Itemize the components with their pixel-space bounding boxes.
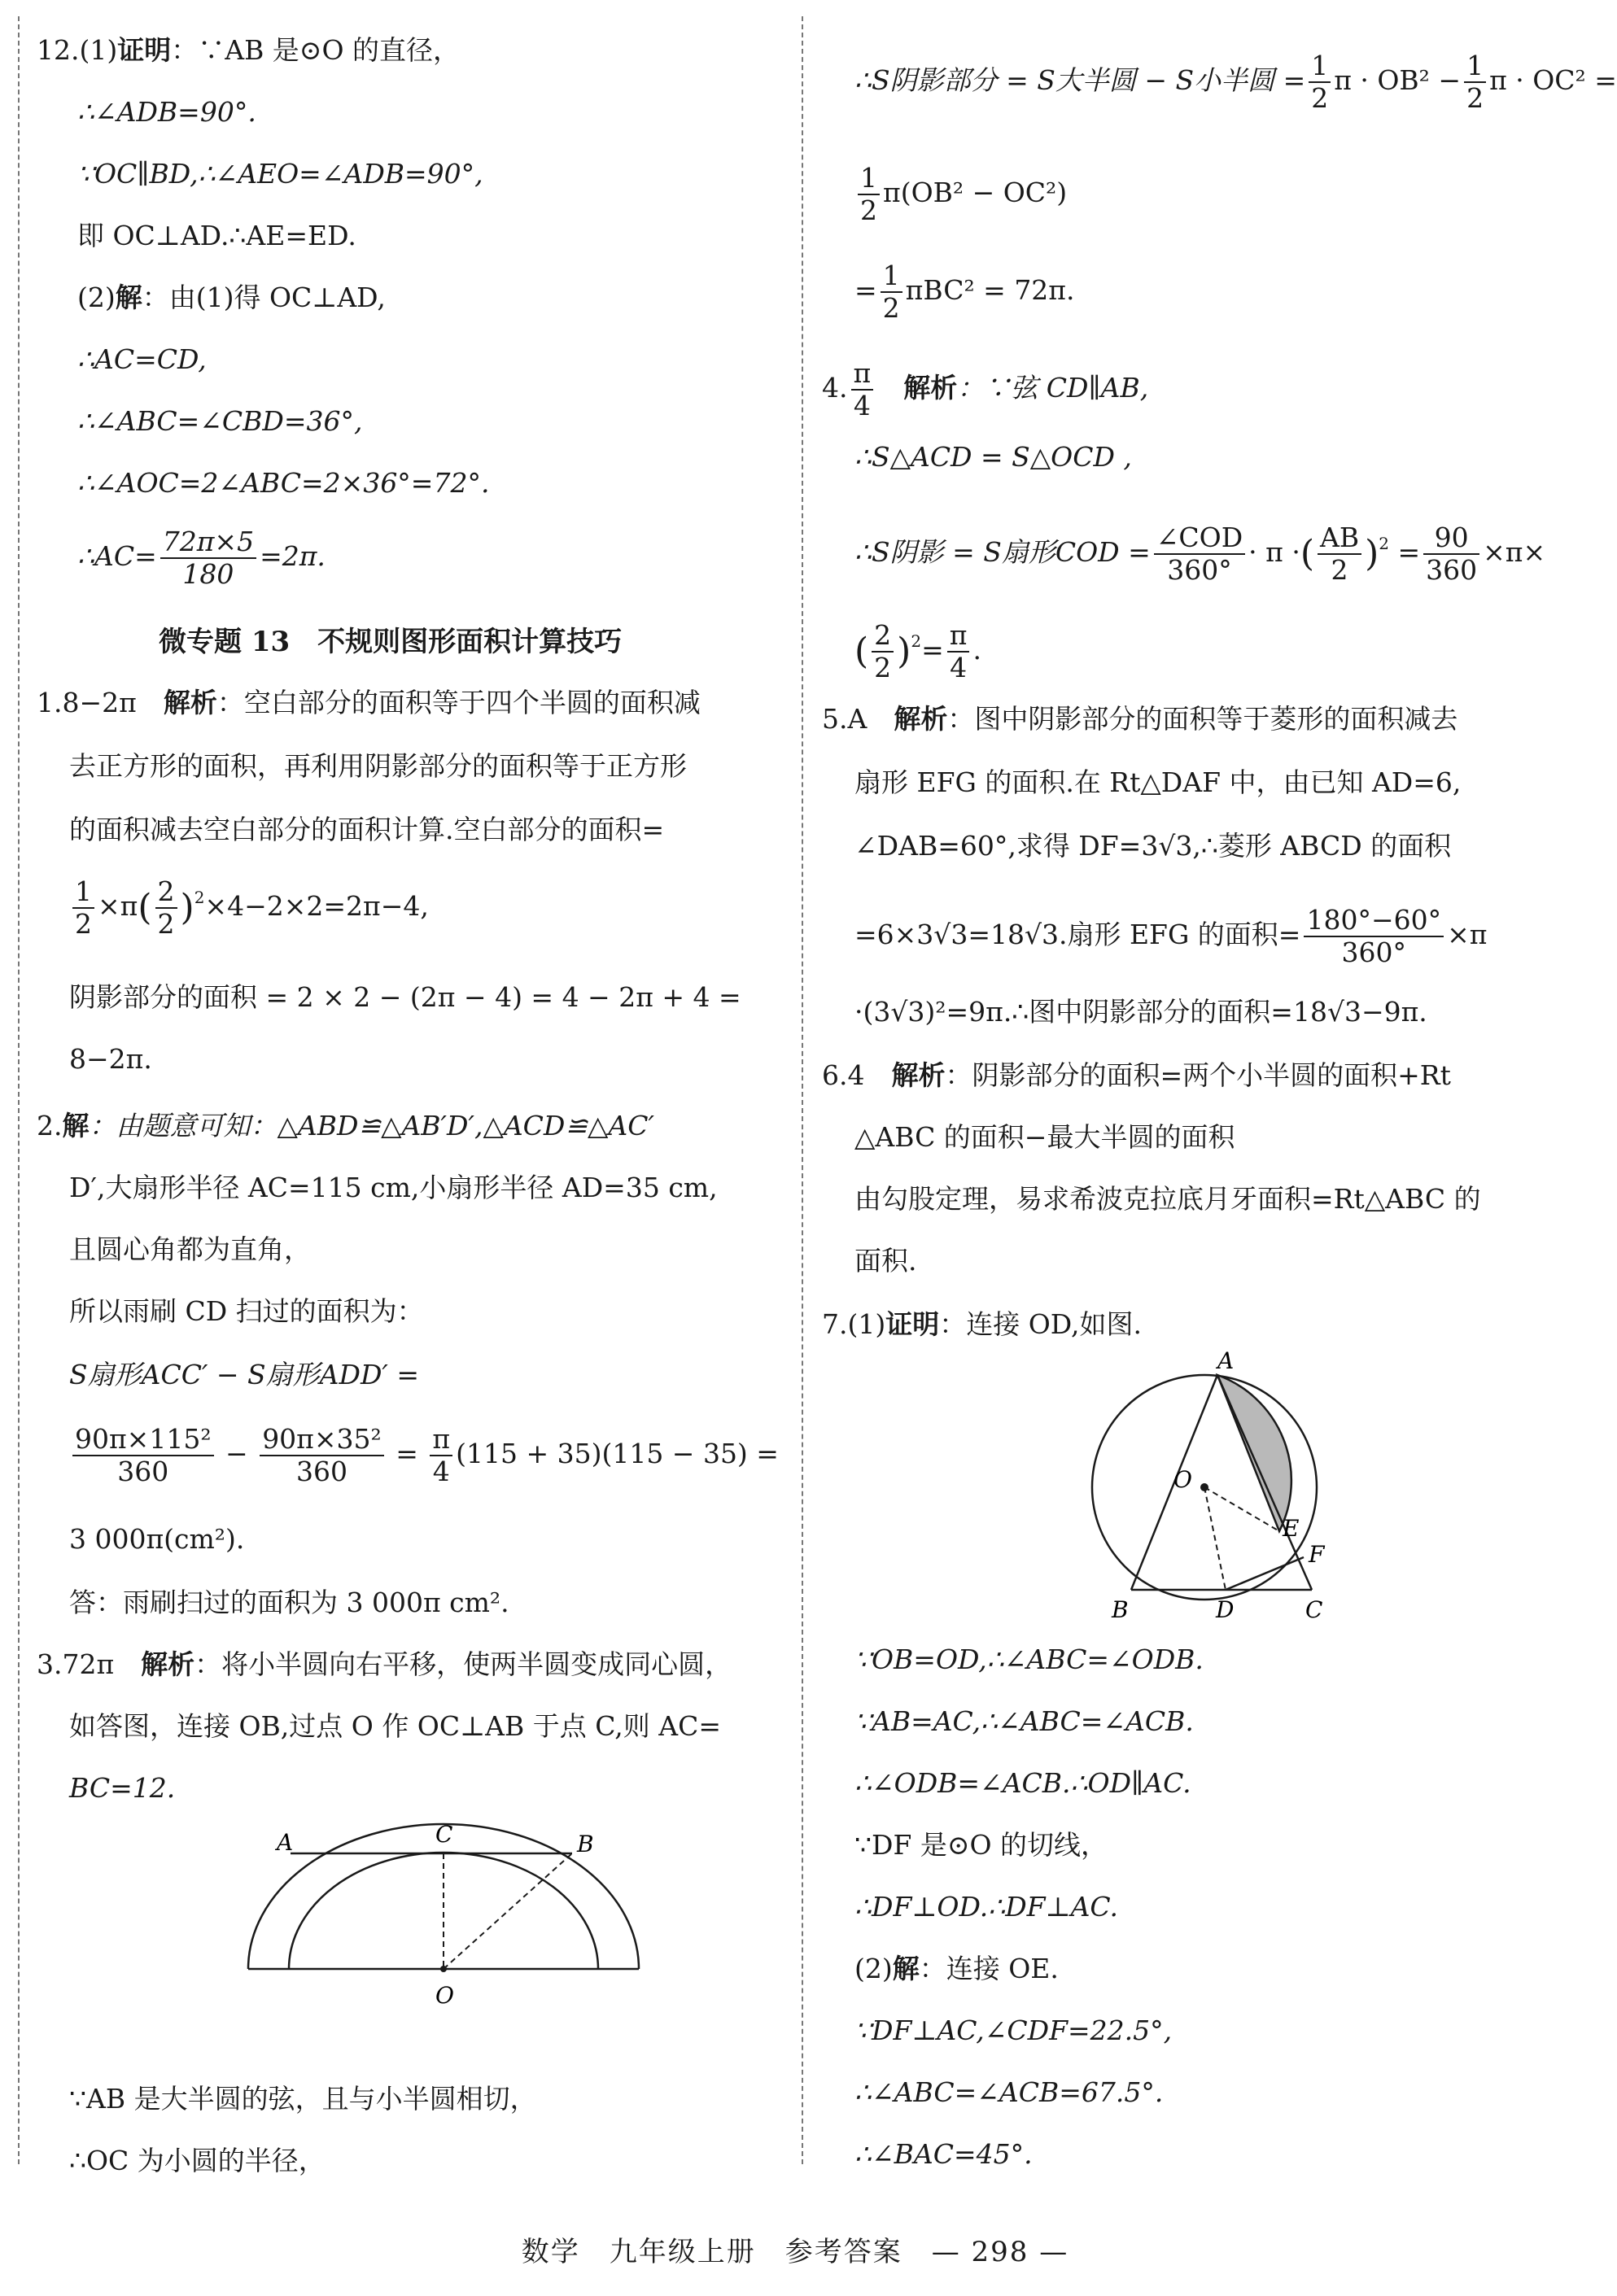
fraction	[430, 1424, 452, 1487]
label-f: F	[1309, 1541, 1325, 1568]
q2-line2: D′,大扇形半径 AC=115 cm,小扇形半径 AD=35 cm,	[69, 1172, 718, 1203]
analysis-word: 解析	[894, 703, 948, 735]
term: π(OB² − OC²)	[883, 177, 1068, 208]
numerator: 90π×35²	[260, 1424, 384, 1456]
fraction	[160, 526, 256, 590]
solve-word: 解	[62, 1110, 90, 1141]
solve-word: 解	[892, 1953, 920, 1984]
segment-od	[1204, 1487, 1226, 1590]
q5-label: 5.A	[822, 703, 867, 735]
solve-word: 解	[115, 282, 142, 313]
q2-line4: 所以雨刷 CD 扫过的面积为：	[69, 1295, 424, 1327]
numerator: ∠COD	[1154, 522, 1245, 555]
shaded-area-eq: ∴S阴影部分 = S大半圆 − S小半圆 =	[854, 64, 1306, 96]
segment-df	[1226, 1557, 1304, 1590]
numerator: 2	[155, 876, 177, 909]
q12-text: ：由(1)得 OC⊥AD,	[142, 282, 386, 313]
q6-line1	[822, 1058, 1451, 1093]
q2-label: 2.	[37, 1110, 63, 1141]
fraction	[72, 876, 94, 940]
q1-text: ：空白部分的面积等于四个半圆的面积减	[216, 687, 701, 718]
proof-word: 证明	[885, 1308, 940, 1340]
term: π · OB² −	[1334, 64, 1462, 96]
q4-line4: ( $\frac{2}{2}$ )$^2$= $\frac{\pi}{4}$ .	[854, 619, 981, 683]
q12-line8: ∴∠AOC=2∠ABC=2×36°=72°.	[77, 467, 490, 499]
semicircle-figure	[232, 1821, 655, 2019]
q1-label: 1.8−2π	[37, 687, 137, 718]
denominator: 2	[157, 908, 175, 940]
fraction	[72, 1424, 214, 1487]
analysis-word: 解析	[891, 1059, 946, 1091]
q1-line2: 去正方形的面积，再利用阴影部分的面积等于正方形	[69, 750, 687, 782]
analysis-word: 解析	[163, 687, 217, 718]
q12-part2: (2)	[77, 282, 116, 313]
fraction	[1304, 905, 1444, 968]
q7-line9: ∴∠ABC=∠ACB=67.5°.	[854, 2076, 1164, 2108]
q6-line4: 面积.	[854, 1245, 917, 1277]
label-d: D	[1216, 1596, 1235, 1623]
topic-heading: 微专题 13 不规则图形面积计算技巧	[159, 626, 623, 658]
q12-line7: ∴∠ABC=∠CBD=36°,	[77, 405, 363, 437]
q3-line2: 如答图，连接 OB,过点 O 作 OC⊥AB 于点 C,则 AC=	[69, 1710, 721, 1742]
label-o: O	[435, 1982, 454, 2009]
denominator: 360	[1426, 554, 1478, 586]
numerator: AB	[1318, 522, 1361, 555]
equals: =	[921, 634, 944, 666]
q5-line2: 扇形 EFG 的面积.在 Rt△DAF 中，由已知 AD=6,	[854, 766, 1462, 798]
denominator: 360°	[1167, 554, 1232, 586]
numerator: π	[851, 358, 874, 391]
numerator: π	[947, 620, 970, 653]
q3-label: 3.72π	[37, 1648, 115, 1680]
q12-line9	[77, 526, 326, 590]
q12-line1	[37, 33, 460, 68]
numerator: π	[430, 1424, 452, 1456]
result: =2π.	[260, 540, 326, 572]
q1-line5: 阴影部分的面积 = 2 × 2 − (2π − 4) = 4 − 2π + 4 =	[69, 981, 741, 1013]
fraction	[1154, 522, 1245, 586]
q6-line2: △ABC 的面积−最大半圆的面积	[854, 1121, 1235, 1153]
q4-line1	[822, 358, 1148, 421]
q12-text: ：∵AB 是⊙O 的直径，	[171, 34, 461, 66]
q1-line1	[37, 685, 701, 721]
q2-line3: 且圆心角都为直角，	[69, 1233, 311, 1265]
label-e: E	[1283, 1515, 1300, 1542]
q3-text: ：将小半圆向右平移，使两半圆变成同心圆，	[194, 1648, 732, 1680]
denominator: 2	[75, 908, 92, 940]
center-point	[1200, 1483, 1208, 1491]
fraction	[872, 620, 894, 683]
r-line1: ∴S阴影部分 = S大半圆 − S小半圆 = $\frac{1}{2}$ π · OB² − $\frac{1}{2}$ π · OC² =	[854, 50, 1617, 114]
q7-line5: ∵DF 是⊙O 的切线，	[854, 1829, 1108, 1861]
times-pi: ×π	[98, 890, 138, 922]
q5-text: ：图中阴影部分的面积等于菱形的面积减去	[947, 703, 1458, 735]
numerator: 90π×115²	[72, 1424, 214, 1456]
term: πBC² = 72π.	[905, 274, 1075, 306]
label-a: A	[277, 1829, 294, 1856]
q1-rest: ×4−2×2=2π−4,	[204, 890, 429, 922]
fraction	[1318, 522, 1361, 586]
q5-line4	[854, 905, 1487, 968]
q7-line6: ∴DF⊥OD.∴DF⊥AC.	[854, 1891, 1118, 1923]
term: · π ·	[1248, 536, 1300, 568]
q6-line3: 由勾股定理，易求希波克拉底月牙面积=Rt△ABC 的	[854, 1183, 1481, 1215]
numerator: 180°−60°	[1304, 905, 1444, 937]
label-o: O	[1173, 1466, 1192, 1493]
column-divider	[802, 16, 803, 2164]
label-b: B	[1112, 1596, 1129, 1623]
q7-text: ：连接 OD,如图.	[939, 1308, 1143, 1340]
q4-label: 4.	[822, 372, 848, 404]
q3-line3: BC=12.	[69, 1772, 176, 1804]
q12-line4: 即 OC⊥AD.∴AE=ED.	[77, 220, 356, 251]
analysis-word: 解析	[141, 1648, 195, 1680]
label-c: C	[1305, 1596, 1323, 1623]
q1-line4: $\frac{1}{2}$ ×π( $\frac{2}{2}$ )$^2$×4−2×2=2π−4,	[69, 876, 429, 940]
denominator: 4	[853, 390, 871, 421]
q12-label: 12.(1)	[37, 34, 118, 66]
q12-line6: ∴AC=CD,	[77, 343, 207, 375]
q7-line2: ∵OB=OD,∴∠ABC=∠ODB.	[854, 1643, 1204, 1675]
q7-text: ：连接 OE.	[919, 1953, 1059, 1984]
q7-label: 7.(1)	[822, 1308, 886, 1340]
q5-line1	[822, 701, 1457, 737]
segment-ob	[444, 1853, 572, 1969]
numerator: 1	[72, 876, 94, 909]
numerator: 72π×5	[160, 526, 256, 559]
circle-figure	[1066, 1347, 1343, 1629]
q5-line5: ·(3√3)²=9π.∴图中阴影部分的面积=18√3−9π.	[854, 996, 1427, 1028]
analysis-word: 解析	[903, 372, 958, 404]
fraction	[1423, 522, 1479, 586]
q7-line10: ∴∠BAC=45°.	[854, 2138, 1033, 2170]
q7-line4: ∴∠ODB=∠ACB.∴OD∥AC.	[854, 1767, 1191, 1799]
page-number: — 298 —	[931, 2236, 1069, 2268]
q7-line1	[822, 1307, 1142, 1342]
q5-line3: ∠DAB=60°,求得 DF=3√3,∴菱形 ABCD 的面积	[854, 830, 1452, 862]
footer-grade: 九年级上册	[609, 2236, 756, 2268]
q6-text: ：阴影部分的面积=两个小半圆的面积+Rt	[945, 1059, 1451, 1091]
q6-label: 6.4	[822, 1059, 865, 1091]
q12-line3: ∵OC∥BD,∴∠AEO=∠ADB=90°,	[77, 158, 483, 190]
q7-line3: ∵AB=AC,∴∠ABC=∠ACB.	[854, 1705, 1194, 1737]
q2-line6: $\frac{\text{90π×115²}}{360}$ − $\frac{\text{90π×35²}}{360}$ = $\frac{\pi}{4}$ (115 + 35)(115 − 35) =	[69, 1424, 779, 1487]
denominator: 180	[182, 558, 234, 590]
q1-line3: 的面积减去空白部分的面积计算.空白部分的面积=	[69, 814, 665, 845]
r-line2: $\frac{1}{2}$ π(OB² − OC²)	[854, 163, 1067, 226]
q2-line5: S扇形ACC′ − S扇形ADD′ =	[69, 1359, 420, 1390]
term: π · OC² =	[1489, 64, 1617, 96]
page-footer	[0, 2229, 1590, 2269]
label-a: A	[1217, 1347, 1235, 1374]
q4-text: ：∵弦 CD∥AB,	[957, 372, 1149, 404]
q7-part2: (2)	[854, 1953, 893, 1984]
center-point	[440, 1966, 447, 1972]
q12-line2: ∴∠ADB=90°.	[77, 96, 256, 128]
equals: =	[1397, 536, 1421, 568]
fraction	[260, 1424, 384, 1487]
q12-line5	[77, 280, 386, 316]
denominator: 360	[117, 1456, 169, 1487]
r-line3: = $\frac{1}{2}$ πBC² = 72π.	[854, 260, 1075, 324]
denominator: 2	[1331, 554, 1348, 586]
denominator: 360°	[1341, 936, 1407, 968]
q2-text: ：由题意可知：△ABD≌△AB′D′,△ACD≌△AC′	[89, 1110, 654, 1141]
left-margin-rule	[18, 16, 20, 2164]
denominator: 4	[950, 652, 968, 683]
q3-line1	[37, 1647, 732, 1683]
term: ×π×	[1483, 536, 1546, 568]
q4-line2: ∴S△ACD = S△OCD ,	[854, 441, 1132, 473]
numerator: 90	[1423, 522, 1479, 555]
denominator: 4	[432, 1456, 450, 1487]
q3-line4: ∵AB 是大半圆的弦，且与小半圆相切，	[69, 2083, 537, 2115]
footer-subject: 数学	[521, 2236, 580, 2268]
q2-line7: 3 000π(cm²).	[69, 1523, 245, 1555]
denominator: 360	[295, 1456, 347, 1487]
q5-text: =6×3√3=18√3.扇形 EFG 的面积=	[854, 919, 1301, 950]
q7-line8: ∵DF⊥AC,∠CDF=22.5°,	[854, 2014, 1173, 2046]
footer-title: 参考答案	[784, 2236, 902, 2268]
label-c: C	[435, 1821, 453, 1848]
proof-word: 证明	[117, 34, 172, 66]
q2-line1	[37, 1108, 654, 1144]
fraction	[851, 358, 874, 421]
label-b: B	[577, 1831, 594, 1857]
q4-line3: ∴S阴影 = S扇形COD = $\frac{\text{∠COD}}{360^\circ}$ · π ·( $\frac{AB}{2}$ )$^2$ = $\frac{90}{360}$ ×π×	[854, 522, 1546, 586]
fraction	[947, 620, 970, 683]
q3-line5: ∴OC 为小圆的半径，	[69, 2145, 326, 2176]
q2-line8: 答：雨刷扫过的面积为 3 000π cm².	[69, 1587, 509, 1618]
q1-line6: 8−2π.	[69, 1043, 152, 1075]
period: .	[972, 634, 981, 666]
q2-rest: (115 + 35)(115 − 35) =	[456, 1438, 779, 1469]
q7-line7	[854, 1951, 1059, 1987]
sector-eq: ∴S阴影 = S扇形COD =	[854, 536, 1151, 568]
numerator: 2	[872, 620, 894, 653]
arc-ac-eq: ∴AC=	[77, 540, 157, 572]
denominator: 2	[874, 652, 892, 683]
term: ×π	[1447, 919, 1488, 950]
fraction	[155, 876, 177, 940]
